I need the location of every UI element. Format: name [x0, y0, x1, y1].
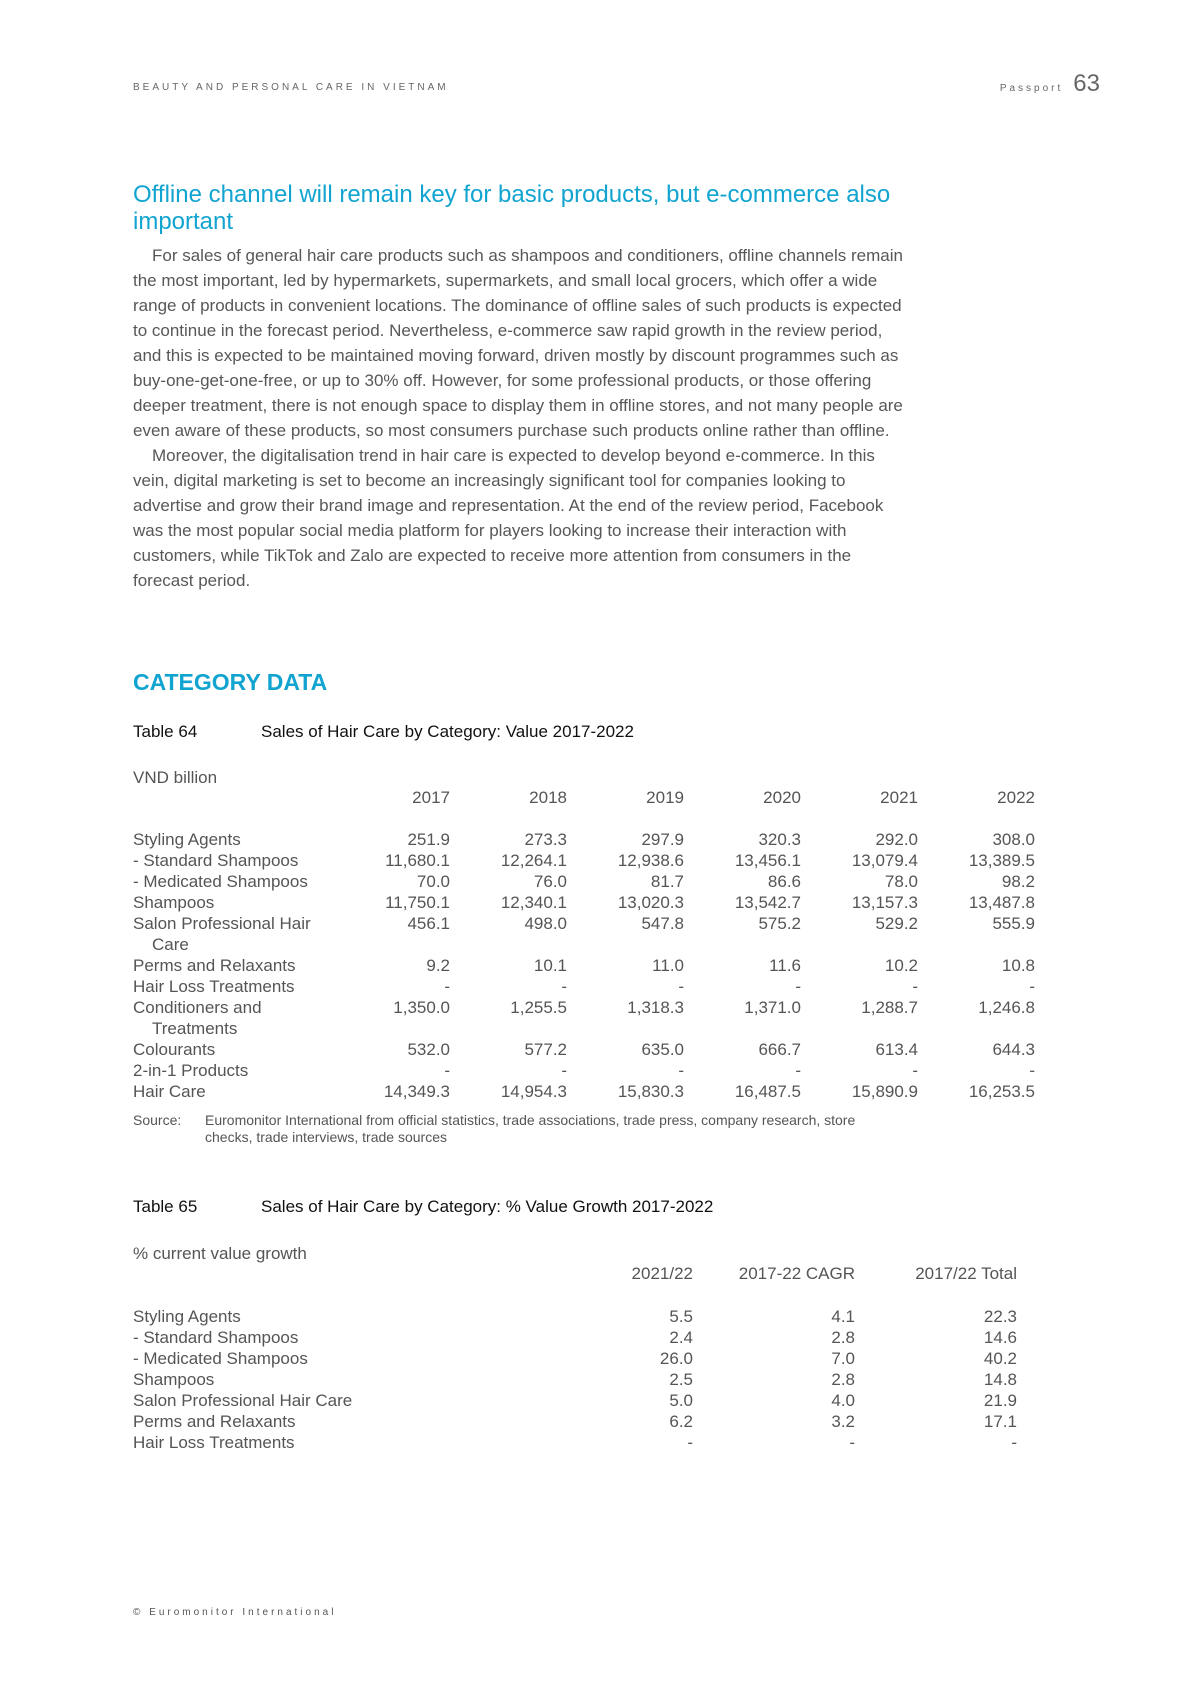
- table-cell: 532.0: [407, 1040, 450, 1059]
- table-cell: 547.8: [641, 914, 684, 933]
- table-cell: 3.2: [831, 1412, 855, 1431]
- table-cell: 555.9: [992, 914, 1035, 933]
- table-cell: 273.3: [524, 830, 567, 849]
- table-cell: 76.0: [533, 872, 567, 891]
- table-header-cell: 2017-22 CAGR: [738, 1264, 855, 1283]
- table-cell: 11,750.1: [385, 893, 450, 912]
- table-cell: 98.2: [1001, 872, 1035, 891]
- table-cell: -: [912, 977, 918, 996]
- table-cell: 7.0: [831, 1349, 855, 1368]
- table-row: [133, 1060, 1035, 1081]
- table-cell: 2.5: [669, 1370, 693, 1389]
- table-cell: -: [1029, 1061, 1035, 1080]
- table-row: [133, 871, 1035, 892]
- table-cell: 14,349.3: [383, 1082, 450, 1101]
- row-label: Perms and Relaxants: [133, 1412, 296, 1431]
- table-cell: -: [561, 977, 567, 996]
- table-cell: 15,830.3: [617, 1082, 684, 1101]
- table-cell: -: [678, 977, 684, 996]
- table-header-cell: 2021: [880, 788, 918, 807]
- source-text: Euromonitor International from official statistics, trade associations, trade press, company research, store checks, trade interviews, trade sources: [205, 1112, 856, 1145]
- table-cell: 6.2: [669, 1412, 693, 1431]
- brand-label: Passport: [999, 83, 1064, 94]
- table-cell: -: [1029, 977, 1035, 996]
- table-row: [133, 913, 1035, 955]
- table-title: Sales of Hair Care by Category: Value 2017-2022: [261, 722, 634, 741]
- table-row: [133, 955, 1035, 976]
- table-title: Sales of Hair Care by Category: % Value Growth 2017-2022: [261, 1197, 714, 1216]
- row-label: Hair Care: [133, 1082, 206, 1101]
- table-header-cell: 2019: [646, 788, 684, 807]
- page-number: 63: [1073, 70, 1100, 97]
- table-number: Table 64: [133, 722, 198, 741]
- row-label: Colourants: [133, 1040, 216, 1059]
- table-header-cell: [133, 788, 333, 829]
- table-cell: 11.0: [652, 956, 684, 975]
- row-label: Salon Professional Hair Care: [133, 914, 311, 954]
- table-cell: 22.3: [983, 1307, 1017, 1326]
- table-cell: 635.0: [641, 1040, 684, 1059]
- table-cell: -: [1011, 1433, 1017, 1452]
- table-64: [133, 788, 1035, 1102]
- table-cell: 9.2: [426, 956, 450, 975]
- table-cell: 5.0: [669, 1391, 693, 1410]
- table-unit: % current value growth: [133, 1244, 307, 1263]
- table-cell: -: [687, 1433, 693, 1452]
- row-label: - Standard Shampoos: [133, 851, 299, 870]
- paragraph: Moreover, the digitalisation trend in hair care is expected to develop beyond e-commerce. In this vein, digital marketing is set to become an increasingly significant tool for companies looking to advertise and grow their brand image and representation. At the end of the review period, Facebook was the most popular social media platform for players looking to increase their interaction with customers, while TikTok and Zalo are expected to receive more attention from consumers in the forecast period.: [133, 446, 884, 590]
- table-cell: 1,318.3: [627, 998, 684, 1017]
- table-cell: 16,253.5: [968, 1082, 1035, 1101]
- table-cell: 4.0: [831, 1391, 855, 1410]
- table-cell: 529.2: [875, 914, 918, 933]
- table-header-row: [133, 788, 1035, 829]
- table-cell: 4.1: [831, 1307, 855, 1326]
- paragraph: For sales of general hair care products such as shampoos and conditioners, offline channels remain the most important, led by hypermarkets, supermarkets, and small local grocers, which offer a wide range of products in convenient locations. The dominance of offline sales of such products is expected to continue in the forecast period. Nevertheless, e-commerce saw rapid growth in the review period, and this is expected to be maintained moving forward, driven mostly by discount programmes such as buy-one-get-one-free, or up to 30% off. However, for some professional products, or those offering deeper treatment, there is not enough space to display them in offline stores, and not many people are even aware of these products, so most consumers purchase such products online rather than offline.: [133, 246, 903, 440]
- table-cell: 575.2: [758, 914, 801, 933]
- table-row: [133, 1081, 1035, 1102]
- table-cell: 577.2: [524, 1040, 567, 1059]
- table-cell: -: [444, 1061, 450, 1080]
- table-cell: 14.8: [983, 1370, 1017, 1389]
- table-cell: 13,456.1: [734, 851, 801, 870]
- table-cell: 613.4: [875, 1040, 918, 1059]
- table-cell: 666.7: [758, 1040, 801, 1059]
- table-cell: -: [561, 1061, 567, 1080]
- table-row: [133, 1411, 1017, 1432]
- row-label: Conditioners and Treatments: [133, 998, 262, 1038]
- table-cell: 5.5: [669, 1307, 693, 1326]
- table-cell: 13,389.5: [968, 851, 1035, 870]
- table-row: [133, 850, 1035, 871]
- table-cell: 297.9: [641, 830, 684, 849]
- table-cell: 1,246.8: [978, 998, 1035, 1017]
- row-label: - Standard Shampoos: [133, 1328, 299, 1347]
- table-row: [133, 1369, 1017, 1390]
- table-cell: 10.2: [884, 956, 918, 975]
- table-cell: 17.1: [983, 1412, 1017, 1431]
- table-cell: 86.6: [767, 872, 801, 891]
- table-unit: VND billion: [133, 768, 218, 787]
- table-cell: 14,954.3: [500, 1082, 567, 1101]
- row-label: Styling Agents: [133, 1307, 241, 1326]
- table-header-cell: 2017: [412, 788, 450, 807]
- table-header-cell: 2022: [997, 788, 1035, 807]
- table-cell: 12,938.6: [617, 851, 684, 870]
- table-cell: -: [849, 1433, 855, 1452]
- table-cell: 10.8: [1001, 956, 1035, 975]
- table-cell: 1,288.7: [861, 998, 918, 1017]
- table-cell: 13,487.8: [968, 893, 1035, 912]
- table-cell: -: [912, 1061, 918, 1080]
- table-row: [133, 829, 1035, 850]
- table-cell: 13,079.4: [851, 851, 918, 870]
- table-cell: 251.9: [407, 830, 450, 849]
- table-cell: 1,350.0: [393, 998, 450, 1017]
- table-64-caption: [133, 722, 634, 742]
- row-label: Hair Loss Treatments: [133, 1433, 295, 1452]
- report-title: BEAUTY AND PERSONAL CARE IN VIETNAM: [133, 82, 449, 93]
- table-cell: -: [444, 977, 450, 996]
- table-cell: 14.6: [983, 1328, 1017, 1347]
- table-cell: 498.0: [524, 914, 567, 933]
- table-row: [133, 976, 1035, 997]
- table-row: [133, 997, 1035, 1039]
- row-label: - Medicated Shampoos: [133, 872, 308, 891]
- table-cell: 2.8: [831, 1328, 855, 1347]
- table-cell: 2.4: [669, 1328, 693, 1347]
- table-cell: -: [795, 1061, 801, 1080]
- row-label: Styling Agents: [133, 830, 241, 849]
- body-text: [133, 243, 913, 593]
- table-cell: 16,487.5: [734, 1082, 801, 1101]
- table-cell: 320.3: [758, 830, 801, 849]
- table-row: [133, 1432, 1017, 1453]
- table-cell: 81.7: [650, 872, 684, 891]
- table-number: Table 65: [133, 1197, 198, 1216]
- source-note: [133, 1112, 885, 1146]
- table-cell: -: [678, 1061, 684, 1080]
- table-header-cell: 2020: [763, 788, 801, 807]
- table-header-cell: 2021/22: [631, 1264, 693, 1283]
- table-cell: 15,890.9: [851, 1082, 918, 1101]
- table-cell: 78.0: [884, 872, 918, 891]
- table-header-cell: 2018: [529, 788, 567, 807]
- table-cell: 2.8: [831, 1370, 855, 1389]
- table-65: [133, 1264, 1017, 1453]
- table-cell: 644.3: [992, 1040, 1035, 1059]
- table-cell: 12,264.1: [500, 851, 567, 870]
- source-label: Source:: [133, 1112, 182, 1128]
- table-row: [133, 1327, 1017, 1348]
- table-65-caption: [133, 1197, 713, 1217]
- table-row: [133, 1039, 1035, 1060]
- table-cell: 11.6: [769, 956, 801, 975]
- table-row: [133, 1306, 1017, 1327]
- table-header-row: [133, 1264, 1017, 1306]
- table-cell: 13,542.7: [734, 893, 801, 912]
- row-label: Shampoos: [133, 893, 215, 912]
- table-cell: 13,020.3: [617, 893, 684, 912]
- table-header-cell: [133, 1264, 533, 1306]
- table-cell: 11,680.1: [385, 851, 450, 870]
- table-cell: 1,371.0: [744, 998, 801, 1017]
- page-header-right: [1000, 70, 1100, 98]
- table-cell: 70.0: [416, 872, 450, 891]
- table-cell: 40.2: [983, 1349, 1017, 1368]
- category-data-heading: CATEGORY DATA: [133, 669, 328, 695]
- table-cell: 10.1: [533, 956, 567, 975]
- table-cell: 456.1: [407, 914, 450, 933]
- table-cell: 21.9: [983, 1391, 1017, 1410]
- table-row: [133, 892, 1035, 913]
- table-cell: 292.0: [875, 830, 918, 849]
- table-cell: 12,340.1: [500, 893, 567, 912]
- table-cell: 1,255.5: [510, 998, 567, 1017]
- row-label: 2-in-1 Products: [133, 1061, 249, 1080]
- row-label: - Medicated Shampoos: [133, 1349, 308, 1368]
- table-header-cell: 2017/22 Total: [915, 1264, 1017, 1283]
- table-row: [133, 1348, 1017, 1369]
- table-cell: 308.0: [992, 830, 1035, 849]
- table-cell: 13,157.3: [851, 893, 918, 912]
- table-cell: -: [795, 977, 801, 996]
- row-label: Shampoos: [133, 1370, 215, 1389]
- row-label: Salon Professional Hair Care: [133, 1391, 353, 1410]
- footer-copyright: © Euromonitor International: [133, 1607, 337, 1618]
- section-title: Offline channel will remain key for basic products, but e-commerce also important: [133, 181, 891, 235]
- table-cell: 26.0: [659, 1349, 693, 1368]
- table-row: [133, 1390, 1017, 1411]
- row-label: Hair Loss Treatments: [133, 977, 295, 996]
- row-label: Perms and Relaxants: [133, 956, 296, 975]
